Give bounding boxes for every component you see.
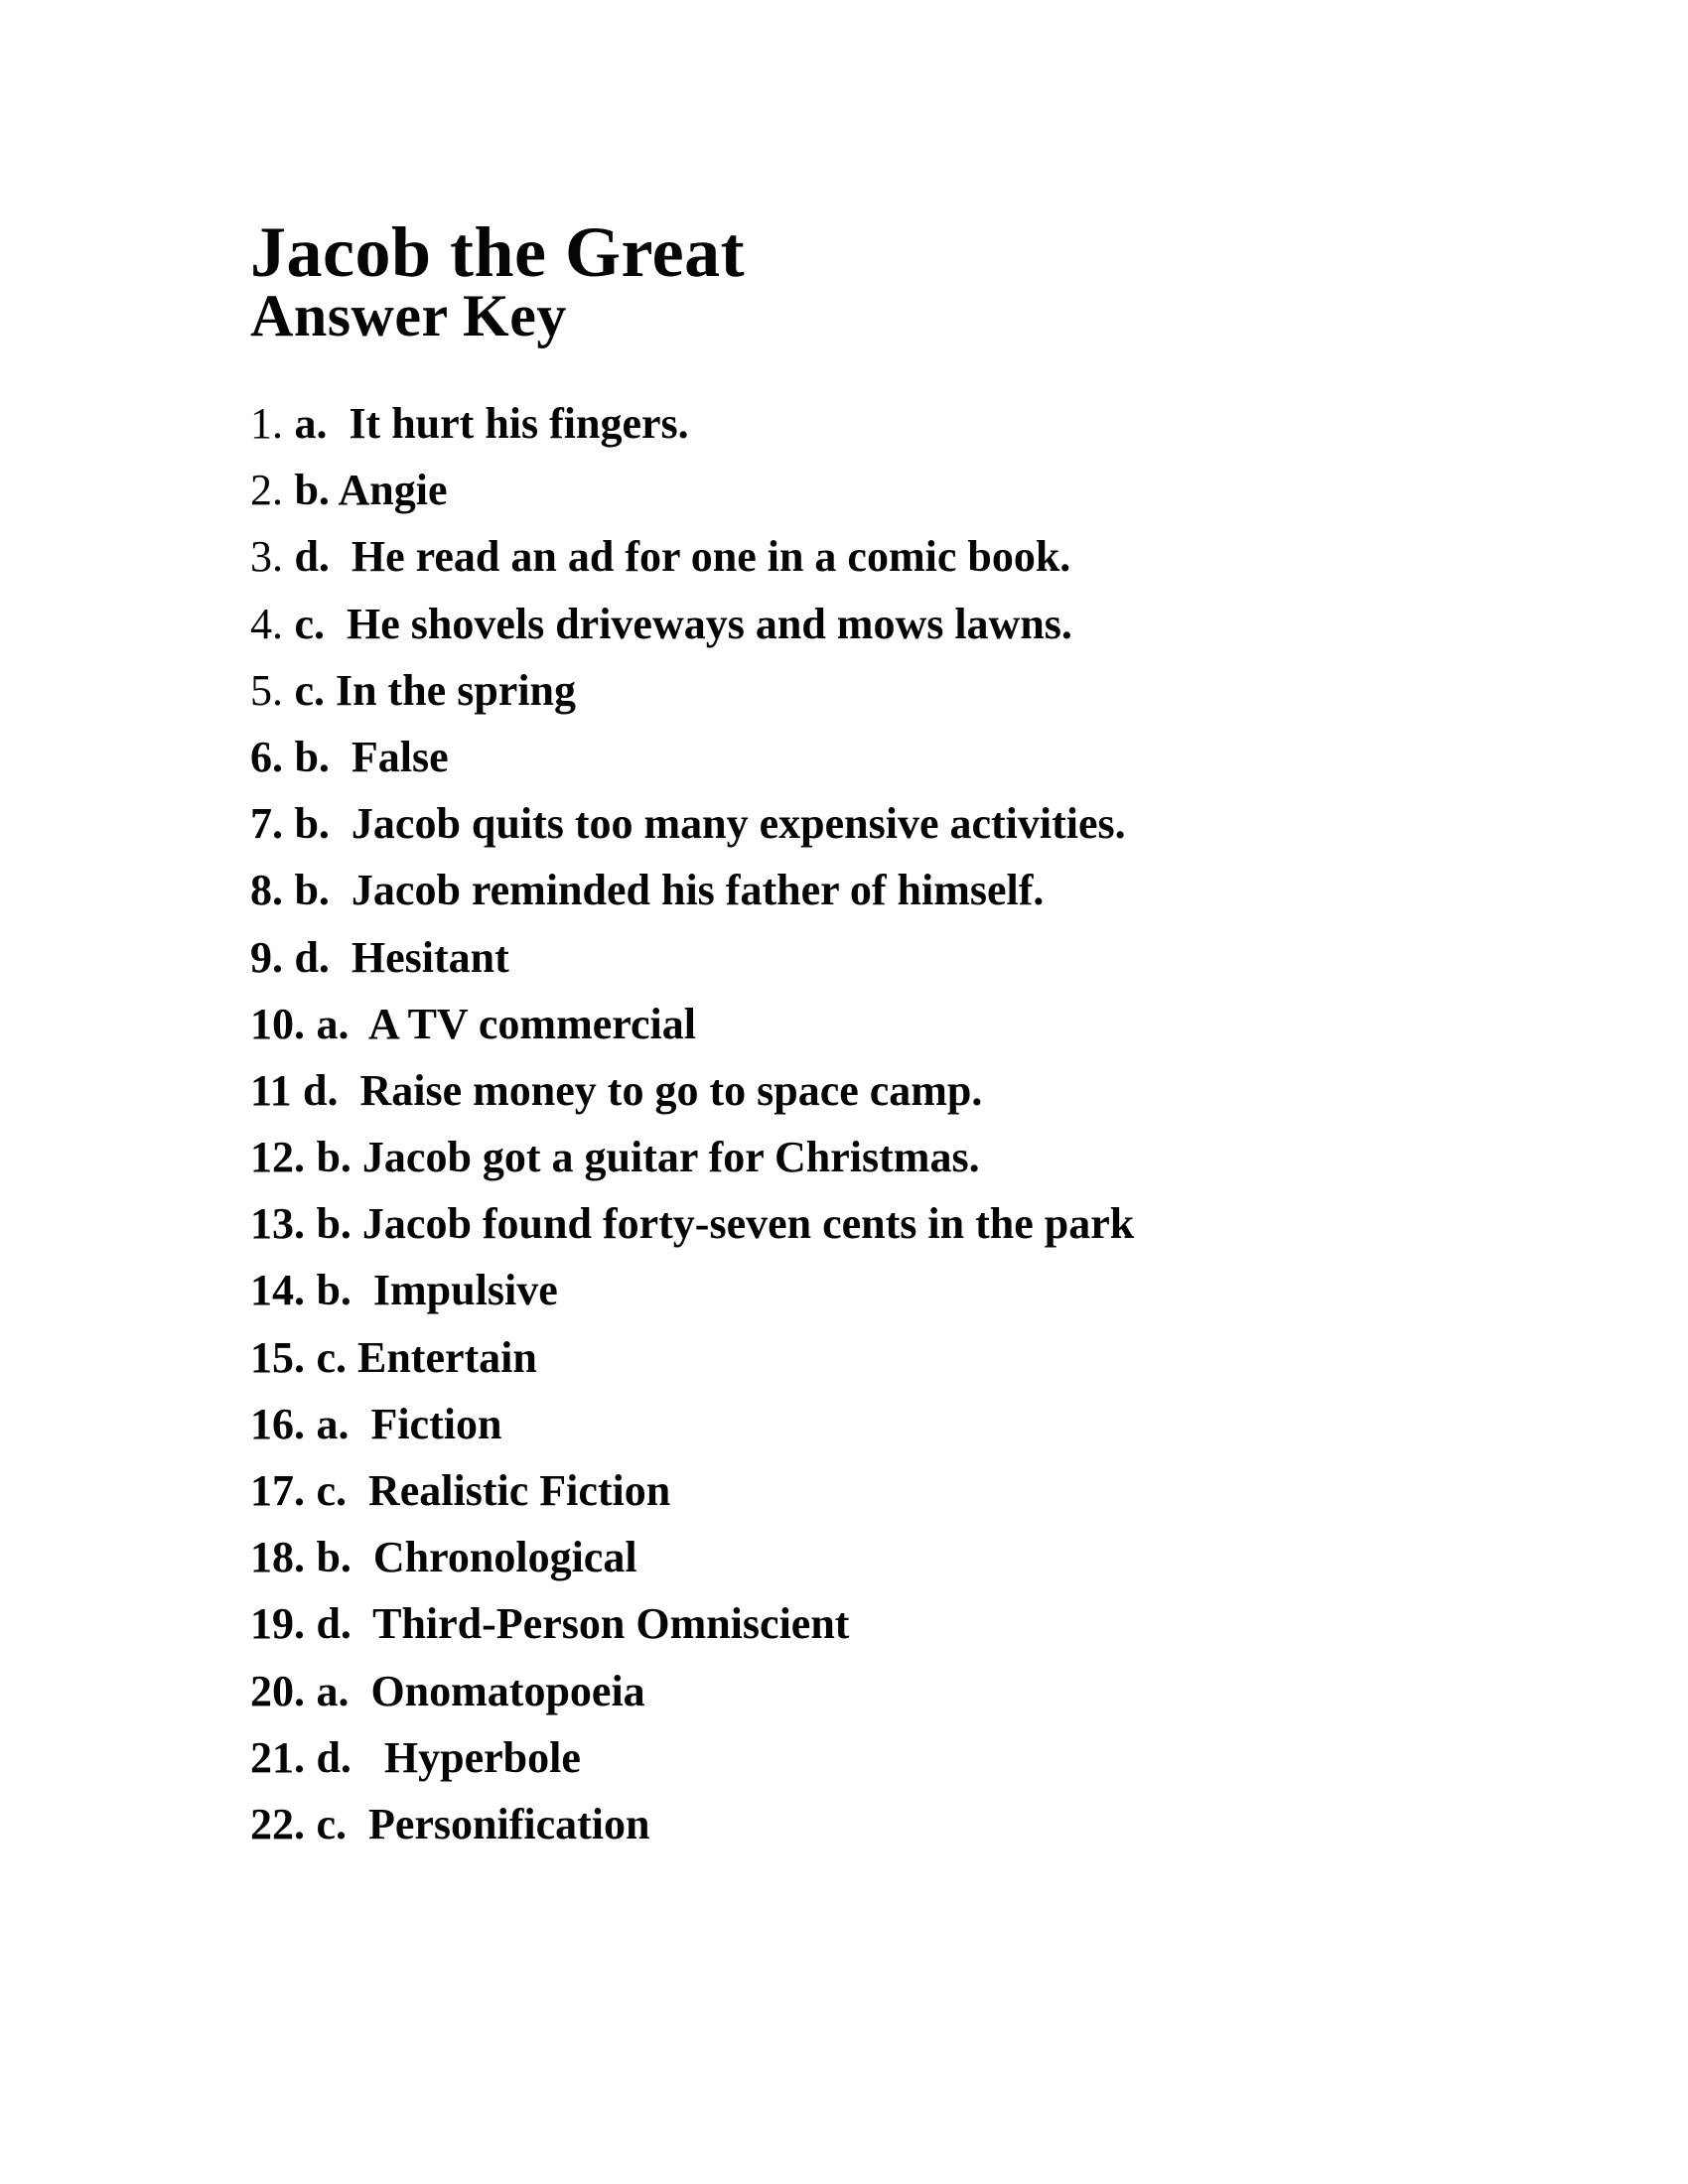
answer-text: b. Angie	[294, 466, 448, 515]
answer-row	[250, 857, 1628, 923]
answer-number: 9.	[250, 932, 283, 982]
answer-text: a. It hurt his fingers.	[294, 399, 689, 448]
answer-row	[250, 1391, 1628, 1457]
answer-row	[250, 1257, 1628, 1323]
answer-text: b. Impulsive	[316, 1266, 558, 1315]
answer-text: a. A TV commercial	[316, 999, 696, 1048]
answer-text: b. Jacob quits too many expensive activities.	[294, 799, 1126, 849]
answer-number: 5.	[250, 665, 283, 715]
answer-number: 10.	[250, 999, 305, 1048]
answer-number: 16.	[250, 1399, 305, 1448]
answer-row	[250, 724, 1628, 790]
answer-text: c. Personification	[316, 1799, 650, 1848]
answer-number: 13.	[250, 1199, 305, 1249]
answer-text: d. Raise money to go to space camp.	[303, 1065, 983, 1115]
answer-number: 7.	[250, 799, 283, 849]
answer-number: 12.	[250, 1133, 305, 1182]
answer-number: 4.	[250, 599, 283, 648]
answer-text: b. Jacob got a guitar for Christmas.	[316, 1133, 980, 1182]
page-title: Jacob the Great	[250, 212, 746, 292]
answer-text: b. Chronological	[316, 1533, 637, 1582]
answer-number: 2.	[250, 466, 283, 515]
answer-number: 18.	[250, 1533, 305, 1582]
answer-row	[250, 1324, 1628, 1391]
answer-number: 3.	[250, 532, 283, 582]
answer-number: 11	[250, 1065, 292, 1115]
answer-text: d. Hesitant	[294, 932, 509, 982]
answer-number: 6.	[250, 732, 283, 781]
answer-number: 22.	[250, 1799, 305, 1848]
answer-row	[250, 657, 1628, 724]
answer-text: c. Realistic Fiction	[316, 1466, 671, 1515]
answer-row	[250, 924, 1628, 991]
answer-text: d. Hyperbole	[316, 1732, 581, 1782]
answer-row	[250, 1524, 1628, 1590]
answer-text: c. Entertain	[316, 1332, 537, 1382]
answer-row	[250, 1124, 1628, 1190]
answer-text: c. He shovels driveways and mows lawns.	[294, 599, 1072, 648]
answer-text: d. He read an ad for one in a comic book.	[294, 532, 1071, 582]
answer-row	[250, 523, 1628, 590]
answer-row	[250, 1724, 1628, 1791]
answer-text: a. Onomatopoeia	[316, 1666, 645, 1715]
answer-row	[250, 790, 1628, 857]
page-subtitle: Answer Key	[250, 283, 567, 348]
answer-text: b. Jacob found forty-seven cents in the park	[316, 1199, 1135, 1249]
answer-row	[250, 1791, 1628, 1857]
answer-number: 15.	[250, 1332, 305, 1382]
answer-row	[250, 390, 1628, 457]
answer-number: 20.	[250, 1666, 305, 1715]
answer-text: b. False	[294, 732, 449, 781]
answer-number: 1.	[250, 399, 283, 448]
answer-row	[250, 591, 1628, 657]
answer-row	[250, 1190, 1628, 1257]
answer-text: c. In the spring	[294, 665, 577, 715]
answer-text: d. Third-Person Omniscient	[316, 1599, 850, 1649]
answer-row	[250, 1590, 1628, 1657]
answer-text: b. Jacob reminded his father of himself.	[294, 866, 1045, 915]
answer-list	[250, 390, 1628, 1857]
answer-number: 17.	[250, 1466, 305, 1515]
answer-number: 21.	[250, 1732, 305, 1782]
answer-text: a. Fiction	[316, 1399, 502, 1448]
answer-row	[250, 991, 1628, 1057]
answer-number: 8.	[250, 866, 283, 915]
answer-row	[250, 457, 1628, 523]
answer-row	[250, 1457, 1628, 1524]
answer-number: 19.	[250, 1599, 305, 1649]
answer-row	[250, 1658, 1628, 1724]
answer-row	[250, 1057, 1628, 1124]
answer-number: 14.	[250, 1266, 305, 1315]
